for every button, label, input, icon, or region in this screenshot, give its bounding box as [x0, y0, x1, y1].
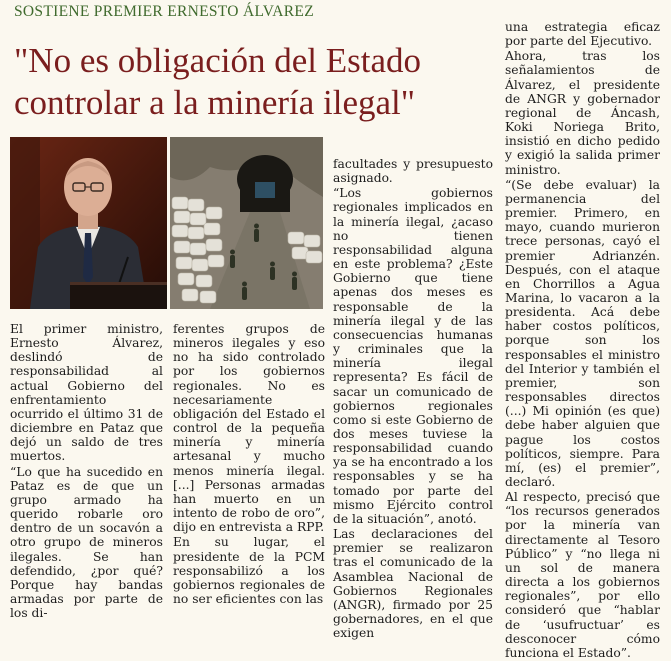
paragraph: Ahora, tras los señalamientos de Álvarez, el presidente de ANGR y gobernador regional de Áncash, Koki Noriega Brito, insistió en dicho pedido y exigió la salida primer ministro. [505, 49, 660, 177]
paragraph: En su lugar, el presidente de la PCM responsabilizó a los gobiernos regionales de no ser eficientes con las [173, 535, 325, 606]
paragraph: “Lo que ha sucedido en Pataz es de que un grupo armado ha querido robarle oro dentro de un socavón a otro grupo de mineros ilegales. Se han defendido, ¿por qué? Porque hay bandas armadas por parte de los di- [10, 464, 163, 621]
premier-photo [10, 137, 167, 309]
paragraph: Al respecto, precisó que “los recursos generados por la minería van directamente al Tesoro Público” y “no llega ni un sol de manera directa a los gobiernos regionales”, por ello consideró que “hablar de ‘usufructuar’ es desconocer cómo funciona el Estado”. [505, 490, 660, 660]
article-column-1 [10, 322, 163, 621]
paragraph: “(Se debe evaluar) la permanencia del premier. Primero, en mayo, cuando murieron trece personas, cayó el premier Adrianzén. Después, con el ataque en Chorrillos a Agua Marina, lo vacaron a la presidenta. Acá debe haber costos políticos, porque son los responsables el ministro del Interior y también el premier, son responsables directos (...) Mi opinión (es que) debe haber alguien que pague los costos políticos, siempre. Para mí, (es) el premier”, declaró. [505, 177, 660, 489]
article-kicker: SOSTIENE PREMIER ERNESTO ÁLVAREZ [14, 3, 314, 20]
paragraph: ferentes grupos de mineros ilegales y eso no ha sido controlado por los gobiernos regionales. No es necesariamente obligación del Estado el control de la pequeña minería y minería artesanal y mucho menos minería ilegal. [...] Personas armadas han muerto en un intento de robo de oro”, dijo en entrevista a RPP. [173, 322, 325, 535]
article-column-4 [505, 20, 660, 661]
paragraph: “Los gobiernos regionales implicados en la minería ilegal, ¿acaso no tienen responsabilidad alguna en este problema? ¿Este Gobierno que tiene apenas dos meses es responsable de la minería ilegal y de las consecuencias humanas y criminales que la minería ilegal representa? Es fácil de sacar un comunicado de gobiernos regionales como si este Gobierno de dos meses tuviese la responsabilidad cuando ya se ha encontrado a los responsables y se ha tomado por parte del mismo Ejército control de la situación”, anotó. [333, 186, 493, 526]
mine-tunnel-photo [170, 137, 323, 309]
article-column-3 [333, 157, 493, 641]
paragraph: El primer ministro, Ernesto Álvarez, deslindó de responsabilidad al actual Gobierno del enfrentamiento ocurrido el último 31 de diciembre en Pataz que dejó un saldo de tres muertos. [10, 322, 163, 464]
paragraph: Las declaraciones del premier se realizaron tras el comunicado de la Asamblea Nacional de Gobiernos Regionales (ANGR), firmado por 25 gobernadores, en el que exigen [333, 527, 493, 641]
paragraph: facultades y presupuesto asignado. [333, 157, 493, 186]
paragraph: una estrategia eficaz por parte del Ejecutivo. [505, 20, 660, 49]
article-column-2 [173, 322, 325, 607]
article-headline: "No es obligación del Estado controlar a la minería ilegal" [14, 41, 421, 122]
